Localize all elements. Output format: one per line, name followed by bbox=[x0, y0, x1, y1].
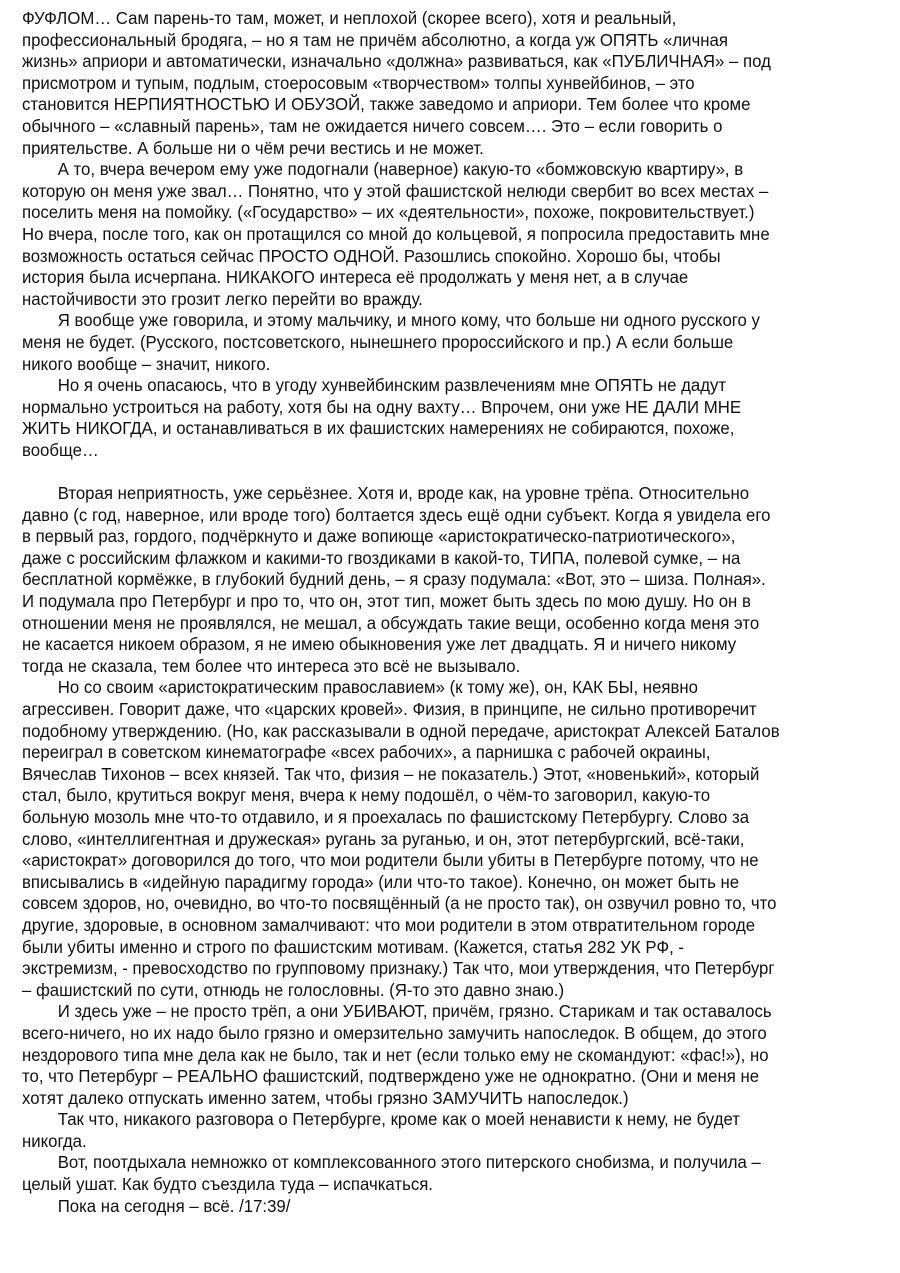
text-line: бесплатной кормёжке, в глубокий будний день, – я сразу подумала: «Вот, это – шиза. Полная». bbox=[22, 569, 766, 590]
paragraph bbox=[22, 1152, 892, 1195]
text-line: целый ушат. Как будто съездила туда – испачкаться. bbox=[22, 1174, 433, 1195]
paragraph-first-line: И здесь уже – не просто трёп, а они УБИВАЮТ, причём, грязно. Старикам и так оставалось bbox=[57, 1001, 772, 1022]
text-line: отношении меня не проявлялся, не мешал, а обсуждать такие вещи, особенно когда меня это bbox=[22, 612, 760, 633]
text-line: становится НЕРПИЯТНОСТЬЮ И ОБУЗОЙ, также заведомо и априори. Тем более что кроме bbox=[22, 94, 751, 115]
text-line: хотят далеко отпускать именно затем, чтобы грязно ЗАМУЧИТЬ напоследок.) bbox=[22, 1087, 629, 1108]
text-line: всего-ничего, но их надо было грязно и омерзительно замучить напоследок. В общем, до этого bbox=[22, 1022, 767, 1043]
text-line: которую он меня уже звал… Понятно, что у этой фашистской нелюди свербит во всех местах – bbox=[22, 180, 769, 201]
text-line: вписывались в «идейную парадигму города» (или что-то такое). Конечно, он может быть не bbox=[22, 871, 740, 892]
text-line: профессиональный бродяга, – но я там не причём абсолютно, а когда уж ОПЯТЬ «личная bbox=[22, 29, 728, 50]
text-line: слово, «интеллигентная и дружеская» ругань за руганью, и он, этот петербургский, всё-таки, bbox=[22, 828, 745, 849]
text-line: совсем здоров, но, очевидно, во что-то посвящённый (а не просто так), он озвучил ровно то, что bbox=[22, 893, 777, 914]
text-line: обычного – «славный парень», там не ожидается ничего совсем…. Это – если говорить о bbox=[22, 115, 723, 136]
text-line: меня не будет. (Русского, постсоветского, нынешнего пророссийского и пр.) А если больше bbox=[22, 331, 734, 352]
text-line: подобному утверждению. (Но, как рассказывали в одной передаче, аристократ Алексей Баталов bbox=[22, 720, 780, 741]
text-line: агрессивен. Говорит даже, что «царских кровей». Физия, в принципе, не сильно противоречит bbox=[22, 699, 757, 719]
text-line: даже с российским флажком и какими-то гвоздиками в какой-то, ТИПА, полевой сумке, – на bbox=[22, 547, 741, 568]
paragraph-first-line: Пока на сегодня – всё. /17:39/ bbox=[57, 1195, 291, 1216]
text-line: история была исчерпана. НИКАКОГО интереса её продолжать у меня нет, а в случае bbox=[22, 267, 689, 288]
text-line: экстремизм, - превосходство по групповому признаку.) Так что, мои утверждения, что Петербург bbox=[22, 958, 775, 979]
text-line: приятельстве. А больше ни о чём речи вестись и не может. bbox=[22, 137, 484, 158]
text-line: никого вообще – значит, никого. bbox=[22, 353, 271, 374]
text-line: были убиты именно и строго по фашистским мотивам. (Кажется, статья 282 УК РФ, - bbox=[22, 936, 685, 957]
text-line: нормально устроиться на работу, хотя бы на одну вахту… Впрочем, они уже НЕ ДАЛИ МНЕ bbox=[22, 396, 742, 417]
text-line: Вячеслав Тихонов – всех князей. Так что, физия – не показатель.) Этот, «новенький», который bbox=[22, 763, 760, 784]
paragraph-first-line: А то, вчера вечером ему уже подогнали (наверное) какую-то «бомжовскую квартиру», в bbox=[57, 159, 744, 180]
text-line: больную мозоль мне что-то отдавило, и я проехалась по фашистскому Петербургу. Слово за bbox=[22, 806, 750, 827]
text-line: И подумала про Петербург и про то, что он, этот тип, может быть здесь по мою душу. Но он в bbox=[22, 591, 751, 612]
text-line: – фашистский по сути, отнюдь не голословны. (Я-то это давно знаю.) bbox=[22, 979, 565, 1000]
text-line: поселить меня на помойку. («Государство» – их «деятельности», похоже, покровительствует.) bbox=[22, 202, 755, 223]
paragraph-first-line: Вот, поотдыхала немножко от комплексованного этого питерского снобизма, и получила – bbox=[57, 1152, 761, 1173]
paragraph-first-line: Я вообще уже говорила, и этому мальчику, и много кому, что больше ни одного русского у bbox=[57, 310, 760, 331]
text-line: не касается никоем образом, я не имею обыкновения уже лет двадцать. Я и ничего никому bbox=[22, 634, 737, 655]
paragraph-first-line: Так что, никакого разговора о Петербурге, кроме как о моей ненависти к нему, не будет bbox=[57, 1109, 740, 1130]
text-line: «аристократ» договорился до того, что мои родители были убиты в Петербурге потому, что не bbox=[22, 850, 759, 871]
text-line: жизнь» априори и автоматически, изначально «должна» развиваться, как «ПУБЛИЧНАЯ» – под bbox=[22, 51, 771, 72]
paragraph-first-line: Вторая неприятность, уже серьёзнее. Хотя и, вроде как, на уровне трёпа. Относительно bbox=[57, 483, 750, 504]
paragraph-first-line: Но я очень опасаюсь, что в угоду хунвейбинским развлечениям мне ОПЯТЬ не дадут bbox=[57, 375, 727, 396]
text-line: другие, здоровые, в основном замалчивают: что мои родители в этом отвратительном городе bbox=[22, 914, 756, 935]
text-line: присмотром и тупым, подлым, стоеросовым «творчеством» толпы хунвейбинов, – это bbox=[22, 72, 695, 93]
paragraph bbox=[22, 375, 892, 461]
paragraph bbox=[22, 1001, 892, 1109]
text-line: то, что Петербург – РЕАЛЬНО фашистский, подтверждено уже не однократно. (Они и меня не bbox=[22, 1066, 760, 1087]
paragraph bbox=[22, 1109, 892, 1152]
text-line: тогда не сказала, тем более что интереса это всё не вызывало. bbox=[22, 655, 521, 676]
text-line: настойчивости это грозит легко перейти во вражду. bbox=[22, 288, 423, 309]
text-line: нездорового типа мне дела как не было, так и нет (если только ему не скомандуют: «фас!»), но bbox=[22, 1044, 769, 1065]
text-line: ЖИТЬ НИКОГДА, и останавливаться в их фашистских намерениях не собираются, похоже, bbox=[22, 418, 735, 439]
paragraph bbox=[22, 159, 892, 310]
paragraph bbox=[22, 1196, 892, 1218]
paragraph-first-line: ФУФЛОМ… Сам парень-то там, может, и неплохой (скорее всего), хотя и реальный, bbox=[22, 8, 677, 28]
text-line: в первый раз, гордого, подчёркнуто и даже вопиюще «аристократическо-патриотического», bbox=[22, 526, 736, 547]
paragraph-spacer bbox=[22, 461, 892, 483]
text-line: никогда. bbox=[22, 1130, 87, 1151]
document-page bbox=[22, 8, 892, 1217]
text-line: давно (с год, наверное, или вроде того) болтается здесь ещё одни субъект. Когда я увидела его bbox=[22, 504, 771, 525]
paragraph bbox=[22, 483, 892, 677]
text-line: вообще… bbox=[22, 439, 99, 460]
text-line: возможность остаться сейчас ПРОСТО ОДНОЙ. Разошлись спокойно. Хорошо бы, чтобы bbox=[22, 245, 721, 266]
paragraph-first-line: Но со своим «аристократическим православием» (к тому же), он, КАК БЫ, неявно bbox=[57, 677, 699, 698]
text-line: Но вчера, после того, как он протащился со мной до кольцевой, я попросила предоставить мне bbox=[22, 223, 770, 244]
paragraph bbox=[22, 677, 892, 1001]
paragraph bbox=[22, 310, 892, 375]
text-line: стал, было, крутиться вокруг меня, вчера к нему подошёл, о чём-то заговорил, какую-то bbox=[22, 785, 711, 806]
paragraph bbox=[22, 8, 892, 159]
text-line: переиграл в советском кинематографе «всех рабочих», а парнишка с рабочей окраины, bbox=[22, 742, 711, 763]
